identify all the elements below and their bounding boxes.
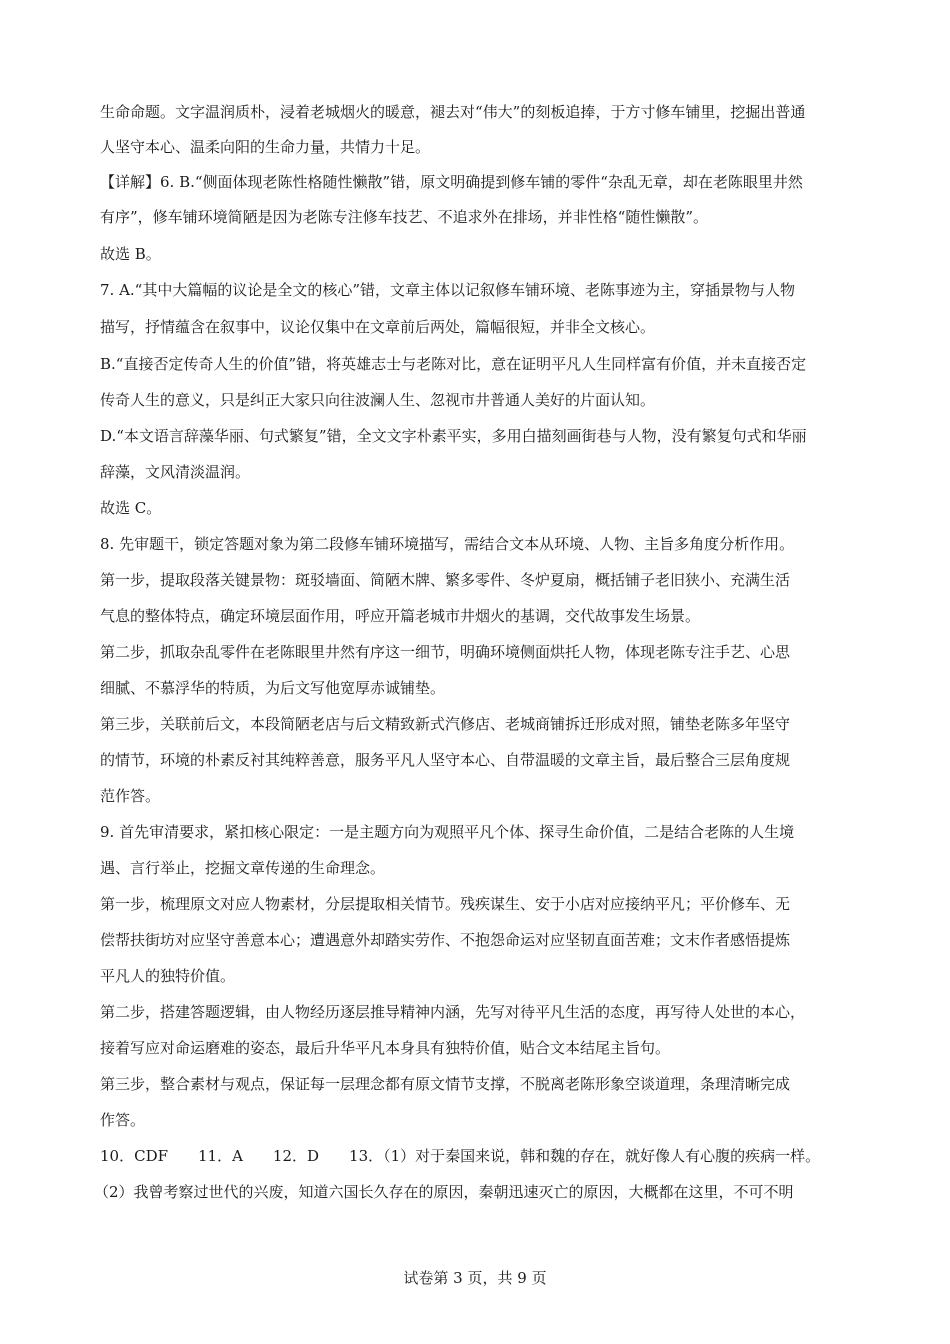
text-line: 生命命题。文字温润质朴，浸着老城烟火的暖意，褪去对“伟大”的刻板追捧，于方寸修车铺里，挖掘出普通 (100, 103, 806, 121)
text-line: 第一步，提取段落关键景物：斑驳墙面、简陋木牌、繁多零件、冬炉夏扇，概括铺子老旧狭小、充满生活 (100, 571, 791, 589)
text-line: 9. 首先审清要求，紧扣核心限定：一是主题方向为观照平凡个体、探寻生命价值，二是结合老陈的人生境 (100, 823, 795, 841)
text-line: 第三步，关联前后文，本段简陋老店与后文精致新式汽修店、老城商铺拆迁形成对照，铺垫老陈多年坚守 (100, 715, 791, 733)
text-line: 作答。 (100, 1111, 146, 1129)
text-line: 偿帮扶街坊对应坚守善意本心；遭遇意外却踏实劳作、不抱怨命运对应坚韧直面苦难；文末作者感悟提炼 (100, 931, 791, 949)
text-line: 第二步，抓取杂乱零件在老陈眼里井然有序这一细节，明确环境侧面烘托人物，体现老陈专注手艺、心思 (100, 643, 791, 661)
text-line: 第一步，梳理原文对应人物素材，分层提取相关情节。残疾谋生、安于小店对应接纳平凡；平价修车、无 (100, 895, 791, 913)
text-line: D.“本文语言辞藻华丽、句式繁复”错，全文文字朴素平实，多用白描刻画街巷与人物，没有繁复句式和华丽 (100, 427, 807, 445)
text-line: 故选 B。 (100, 245, 161, 263)
text-line: 遇、言行举止，挖掘文章传递的生命理念。 (100, 859, 386, 877)
text-line: 辞藻，文风清淡温润。 (100, 463, 251, 481)
text-line: 10．CDF 11．A 12．D 13．（1）对于秦国来说，韩和魏的存在，就好像人有心腹的疾病一样。 (100, 1147, 821, 1165)
text-line: （2）我曾考察过世代的兴废，知道六国长久存在的原因，秦朝迅速灭亡的原因，大概都在这里，不可不明 (94, 1183, 794, 1201)
text-line: 细腻、不慕浮华的特质，为后文写他宽厚赤诚铺垫。 (100, 679, 446, 697)
text-line: 的情节，环境的朴素反衬其纯粹善意，服务平凡人坚守本心、自带温暖的文章主旨，最后整合三层角度规 (100, 751, 791, 769)
text-line: 【详解】6. B.“侧面体现老陈性格随性懒散”错，原文明确提到修车铺的零件“杂乱无章，却在老陈眼里井然 (100, 173, 803, 191)
text-line: 接着写应对命运磨难的姿态，最后升华平凡本身具有独特价值，贴合文本结尾主旨句。 (100, 1039, 671, 1057)
page-footer: 试卷第 3 页，共 9 页 (403, 1269, 547, 1287)
text-line: 传奇人生的意义，只是纠正大家只向往波澜人生、忽视市井普通人美好的片面认知。 (100, 391, 656, 409)
text-line: 故选 C。 (100, 499, 162, 517)
text-line: 描写，抒情蕴含在叙事中，议论仅集中在文章前后两处，篇幅很短，并非全文核心。 (100, 318, 656, 336)
text-line: 8. 先审题干，锁定答题对象为第二段修车铺环境描写，需结合文本从环境、人物、主旨多角度分析作用。 (100, 535, 795, 553)
text-line: B.“直接否定传奇人生的价值”错，将英雄志士与老陈对比，意在证明平凡人生同样富有价值，并未直接否定 (100, 355, 807, 373)
text-line: 第二步，搭建答题逻辑，由人物经历逐层推导精神内涵，先写对待平凡生活的态度，再写待人处世的本心， (100, 1003, 806, 1021)
text-line: 第三步，整合素材与观点，保证每一层理念都有原文情节支撑，不脱离老陈形象空谈道理，条理清晰完成 (100, 1075, 791, 1093)
text-line: 平凡人的独特价值。 (100, 967, 236, 985)
text-line: 有序”，修车铺环境简陋是因为老陈专注修车技艺、不追求外在排场，并非性格“随性懒散”。 (100, 208, 709, 226)
text-line: 7. A.“其中大篇幅的议论是全文的核心”错，文章主体以记叙修车铺环境、老陈事迹为主，穿插景物与人物 (100, 281, 796, 299)
text-line: 人坚守本心、温柔向阳的生命力量，共情力十足。 (100, 138, 431, 156)
text-line: 气息的整体特点，确定环境层面作用，呼应开篇老城市井烟火的基调，交代故事发生场景。 (100, 607, 701, 625)
text-line: 范作答。 (100, 787, 161, 805)
